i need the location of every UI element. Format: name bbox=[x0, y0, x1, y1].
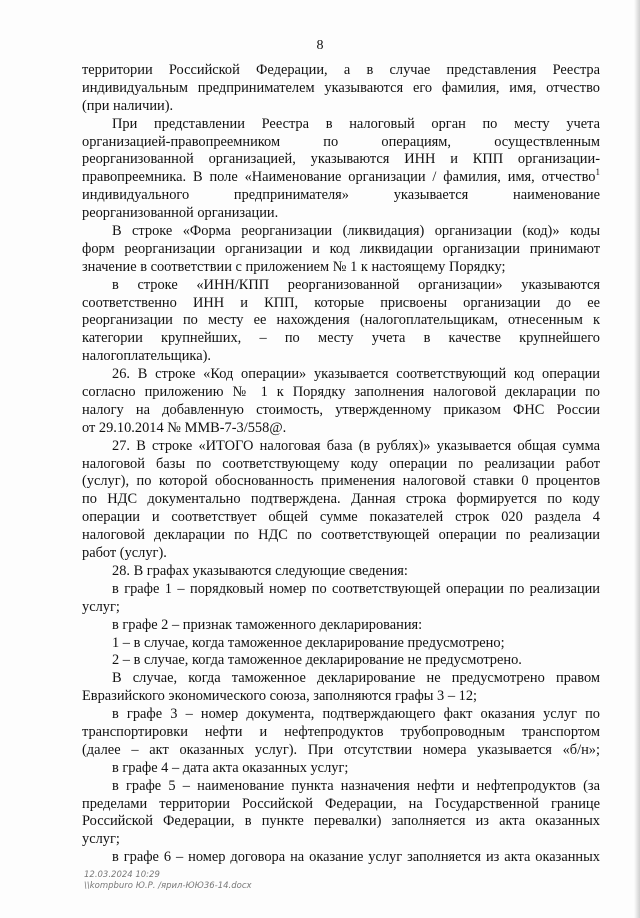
text-line-content: услуг; bbox=[82, 598, 120, 615]
text-line-content: категории крупнейших, – по месту учета в качестве крупнейшего bbox=[82, 330, 600, 347]
text-line-content: налоговой базы по соответствующему коду операции по реализации работ bbox=[82, 455, 600, 472]
text-line bbox=[82, 724, 600, 742]
text-line bbox=[82, 384, 600, 402]
text-line bbox=[82, 509, 600, 527]
text-line bbox=[82, 205, 600, 223]
text-line bbox=[82, 312, 600, 330]
text-line-content: налогоплательщика). bbox=[82, 348, 211, 365]
text-line bbox=[82, 652, 600, 670]
footer-date: 12.03.2024 10:29 bbox=[84, 870, 160, 880]
text-line bbox=[82, 169, 600, 187]
text-line bbox=[82, 348, 600, 366]
text-line bbox=[82, 742, 600, 760]
text-line bbox=[82, 760, 600, 778]
text-line bbox=[82, 62, 600, 80]
text-line bbox=[82, 545, 600, 563]
text-line-content: в графе 3 – номер документа, подтверждающего факт оказания услуг по bbox=[112, 706, 600, 723]
text-line-content: 1 – в случае, когда таможенное декларирование предусмотрено; bbox=[112, 634, 505, 651]
text-line-content: в строке «ИНН/КПП реорганизованной организации» указываются bbox=[112, 276, 600, 293]
text-line-content: реорганизации по месту ее нахождения (налогоплательщикам, отнесенным к bbox=[82, 312, 600, 329]
text-line bbox=[82, 223, 600, 241]
text-line bbox=[82, 80, 600, 98]
text-line bbox=[82, 420, 600, 438]
text-line bbox=[82, 330, 600, 348]
text-line bbox=[82, 473, 600, 491]
footnote-marker: 1 bbox=[595, 167, 600, 178]
text-line-content: работ (услуг). bbox=[82, 545, 167, 562]
text-line bbox=[82, 277, 600, 295]
text-line-content: 28. В графах указываются следующие сведения: bbox=[112, 562, 408, 579]
text-line bbox=[82, 491, 600, 509]
text-line-content: согласно приложению № 1 к Порядку заполнения налоговой декларации по bbox=[82, 384, 600, 401]
text-line bbox=[82, 402, 600, 420]
text-line bbox=[82, 688, 600, 706]
text-line-content: в графе 6 – номер договора на оказание услуг заполняется из акта оказанных bbox=[112, 849, 600, 866]
text-line-content: территории Российской Федерации, а в случае представления Реестра bbox=[82, 62, 600, 78]
text-line-content: соответственно ИНН и КПП, которые присвоены организации до ее bbox=[82, 294, 600, 311]
text-line bbox=[82, 134, 600, 152]
text-line bbox=[82, 98, 600, 116]
text-line bbox=[82, 706, 600, 724]
document-body bbox=[82, 62, 600, 867]
text-line-content: в графе 5 – наименование пункта назначения нефти и нефтепродуктов (за bbox=[112, 777, 600, 794]
text-line bbox=[82, 456, 600, 474]
text-line-content: Евразийского экономического союза, заполняются графы 3 – 12; bbox=[82, 688, 478, 705]
text-line-content: в графе 2 – признак таможенного декларирования: bbox=[112, 616, 423, 633]
text-line bbox=[82, 849, 600, 867]
text-line bbox=[82, 259, 600, 277]
text-line-content: налогу на добавленную стоимость, утвержденному приказом ФНС России bbox=[82, 401, 600, 418]
text-line-content: правопреемника. В поле «Наименование организации / фамилия, имя, отчество bbox=[82, 169, 596, 186]
text-line bbox=[82, 617, 600, 635]
footer-file-path: \\kompburo Ю.Р. /ярил-ЮЮ36-14.docx bbox=[84, 880, 252, 891]
text-line bbox=[82, 187, 600, 205]
text-line bbox=[82, 599, 600, 617]
text-line-content: значение в соответствии с приложением № 1 к настоящему Порядку; bbox=[82, 258, 506, 275]
text-line bbox=[82, 116, 600, 134]
text-line-content: Российской Федерации, в пункте перевалки) заполняется из акта оказанных bbox=[82, 813, 600, 830]
text-line-content: организацией-правопреемником по операциям, осуществленным bbox=[82, 133, 600, 150]
text-line-content: операции и соответствует общей сумме показателей строк 020 раздела 4 bbox=[82, 509, 600, 526]
text-line bbox=[82, 241, 600, 259]
text-line-content: услуг; bbox=[82, 831, 120, 848]
text-line-content: индивидуальным предпринимателем указываются его фамилия, имя, отчество bbox=[82, 79, 600, 96]
text-line-content: (далее – акт оказанных услуг). При отсутствии номера указывается «б/н»; bbox=[82, 741, 600, 758]
text-line bbox=[82, 581, 600, 599]
text-line bbox=[82, 527, 600, 545]
text-line-content: реорганизованной организации. bbox=[82, 205, 279, 222]
text-line-content: от 29.10.2014 № ММВ-7-3/558@. bbox=[82, 419, 287, 436]
text-line bbox=[82, 563, 600, 581]
text-line bbox=[82, 151, 600, 169]
text-line-content: индивидуального предпринимателя» указывается наименование bbox=[82, 187, 600, 204]
text-line-content: 26. В строке «Код операции» указывается соответствующий код операции bbox=[112, 366, 600, 383]
text-line bbox=[82, 635, 600, 653]
text-line bbox=[82, 796, 600, 814]
text-line-content: При представлении Реестра в налоговый орган по месту учета bbox=[112, 115, 600, 132]
text-line-content: транспортировки нефти и нефтепродуктов трубопроводным транспортом bbox=[82, 723, 600, 740]
document-footer bbox=[84, 870, 252, 891]
scan-edge-shadow bbox=[634, 0, 640, 918]
text-line-content: в графе 1 – порядковый номер по соответствующей операции по реализации bbox=[112, 580, 600, 597]
text-line bbox=[82, 670, 600, 688]
text-line bbox=[82, 813, 600, 831]
text-line-content: В случае, когда таможенное декларирование не предусмотрено правом bbox=[112, 670, 600, 687]
text-line-content: в графе 4 – дата акта оказанных услуг; bbox=[112, 759, 349, 776]
text-line-content: В строке «Форма реорганизации (ликвидация) организации (код)» коды bbox=[112, 223, 600, 240]
text-line-content: (при наличии). bbox=[82, 97, 174, 114]
text-line-content: 2 – в случае, когда таможенное декларирование не предусмотрено. bbox=[112, 652, 522, 669]
text-line bbox=[82, 295, 600, 313]
text-line-content: форм реорганизации организации и код ликвидации организации принимают bbox=[82, 240, 600, 257]
text-line-content: пределами территории Российской Федерации, на Государственной границе bbox=[82, 795, 600, 812]
text-line bbox=[82, 366, 600, 384]
text-line bbox=[82, 438, 600, 456]
text-line bbox=[82, 778, 600, 796]
text-line bbox=[82, 831, 600, 849]
text-line-content: реорганизованной организацией, указываются ИНН и КПП организации- bbox=[82, 151, 600, 168]
page-number: 8 bbox=[316, 38, 324, 53]
text-line-content: 27. В строке «ИТОГО налоговая база (в рублях)» указывается общая сумма bbox=[112, 437, 600, 454]
text-line-content: по НДС документально подтверждена. Данная строка формируется по коду bbox=[82, 491, 600, 508]
text-line-content: (услуг), по которой обоснованность применения налоговой ставки 0 процентов bbox=[82, 473, 600, 490]
text-line-content: налоговой декларации по НДС по соответствующей операции по реализации bbox=[82, 527, 600, 544]
